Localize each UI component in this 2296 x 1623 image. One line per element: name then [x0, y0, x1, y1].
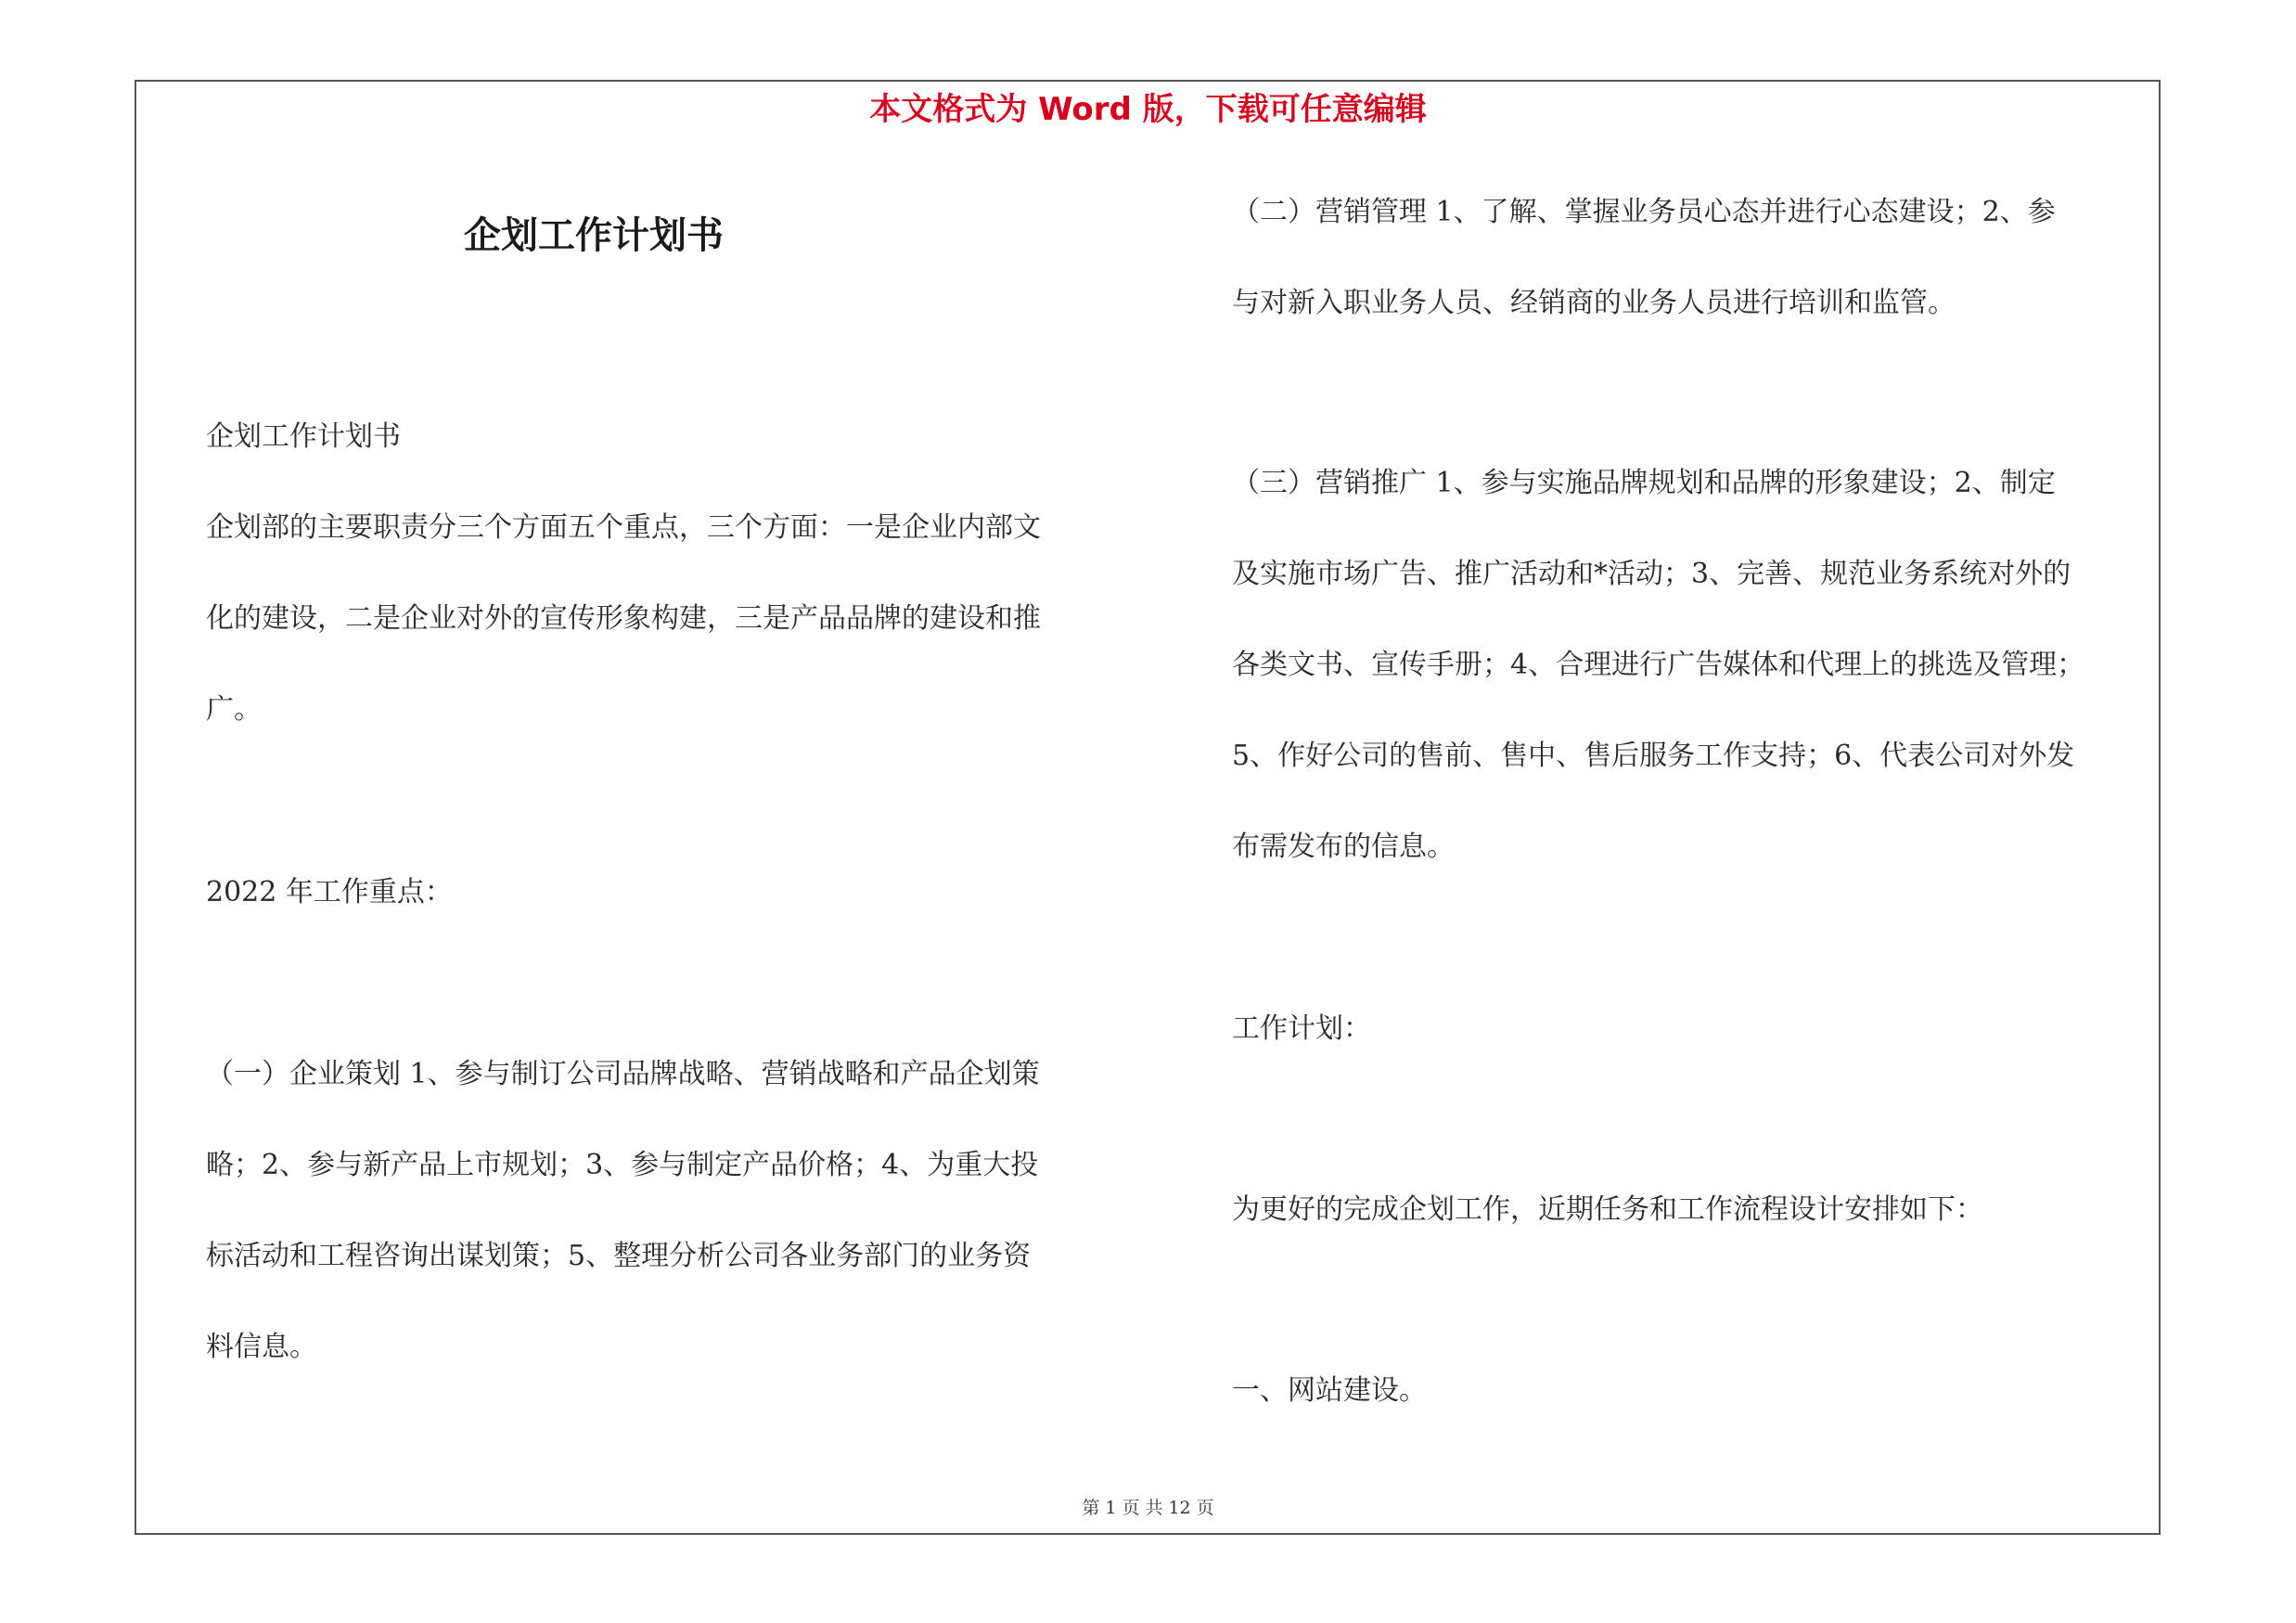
- section1-line: （一）企业策划 1、参与制订公司品牌战略、营销战略和产品企划策: [206, 1058, 1040, 1090]
- section-marketing-management: [1232, 167, 2056, 349]
- focus-heading: 2022 年工作重点：: [206, 876, 453, 908]
- footer-page-number: 1: [1105, 1498, 1117, 1518]
- footer-total-label: 共: [1145, 1498, 1163, 1518]
- section3-line: 布需发布的信息。: [1232, 831, 1455, 863]
- section-marketing-promotion: [1232, 438, 2084, 893]
- section1-line: 料信息。: [206, 1331, 317, 1363]
- work-plan-intro: 为更好的完成企划工作，近期任务和工作流程设计安排如下：: [1232, 1193, 1983, 1226]
- page-footer: [0, 1496, 2296, 1520]
- plan-item-website: 一、网站建设。: [1232, 1374, 1427, 1407]
- section2-line: （二）营销管理 1、了解、掌握业务员心态并进行心态建设；2、参: [1232, 196, 2056, 228]
- section3-line: （三）营销推广 1、参与实施品牌规划和品牌的形象建设；2、制定: [1232, 467, 2056, 499]
- footer-page-label: 第: [1082, 1498, 1100, 1518]
- section1-line: 略；2、参与新产品上市规划；3、参与制定产品价格；4、为重大投: [206, 1149, 1039, 1181]
- section3-line: 5、作好公司的售前、售中、售后服务工作支持；6、代表公司对外发: [1232, 740, 2075, 772]
- left-heading: 企划工作计划书: [206, 420, 401, 453]
- intro-line: 广。: [206, 693, 262, 726]
- work-plan-heading: 工作计划：: [1232, 1012, 1371, 1045]
- intro-line: 企划部的主要职责分三个方面五个重点，三个方面：一是企业内部文: [206, 511, 1041, 544]
- section3-line: 各类文书、宣传手册；4、合理进行广告媒体和代理上的挑选及管理；: [1232, 649, 2085, 681]
- section2-line: 与对新入职业务人员、经销商的业务人员进行培训和监管。: [1232, 287, 1956, 319]
- format-notice-banner: 本文格式为 Word 版，下载可任意编辑: [869, 91, 1427, 128]
- section1-line: 标活动和工程咨询出谋划策；5、整理分析公司各业务部门的业务资: [206, 1240, 1032, 1272]
- section3-line: 及实施市场广告、推广活动和*活动；3、完善、规范业务系统对外的: [1232, 558, 2072, 590]
- footer-page-unit: 页: [1122, 1498, 1140, 1518]
- document-title: 企划工作计划书: [464, 214, 724, 257]
- footer-total-unit: 页: [1196, 1498, 1214, 1518]
- intro-line: 化的建设，二是企业对外的宣传形象构建，三是产品品牌的建设和推: [206, 602, 1041, 635]
- intro-paragraph: [206, 483, 1041, 755]
- section-enterprise-planning: [206, 1029, 1040, 1393]
- footer-total-pages: 12: [1168, 1498, 1191, 1518]
